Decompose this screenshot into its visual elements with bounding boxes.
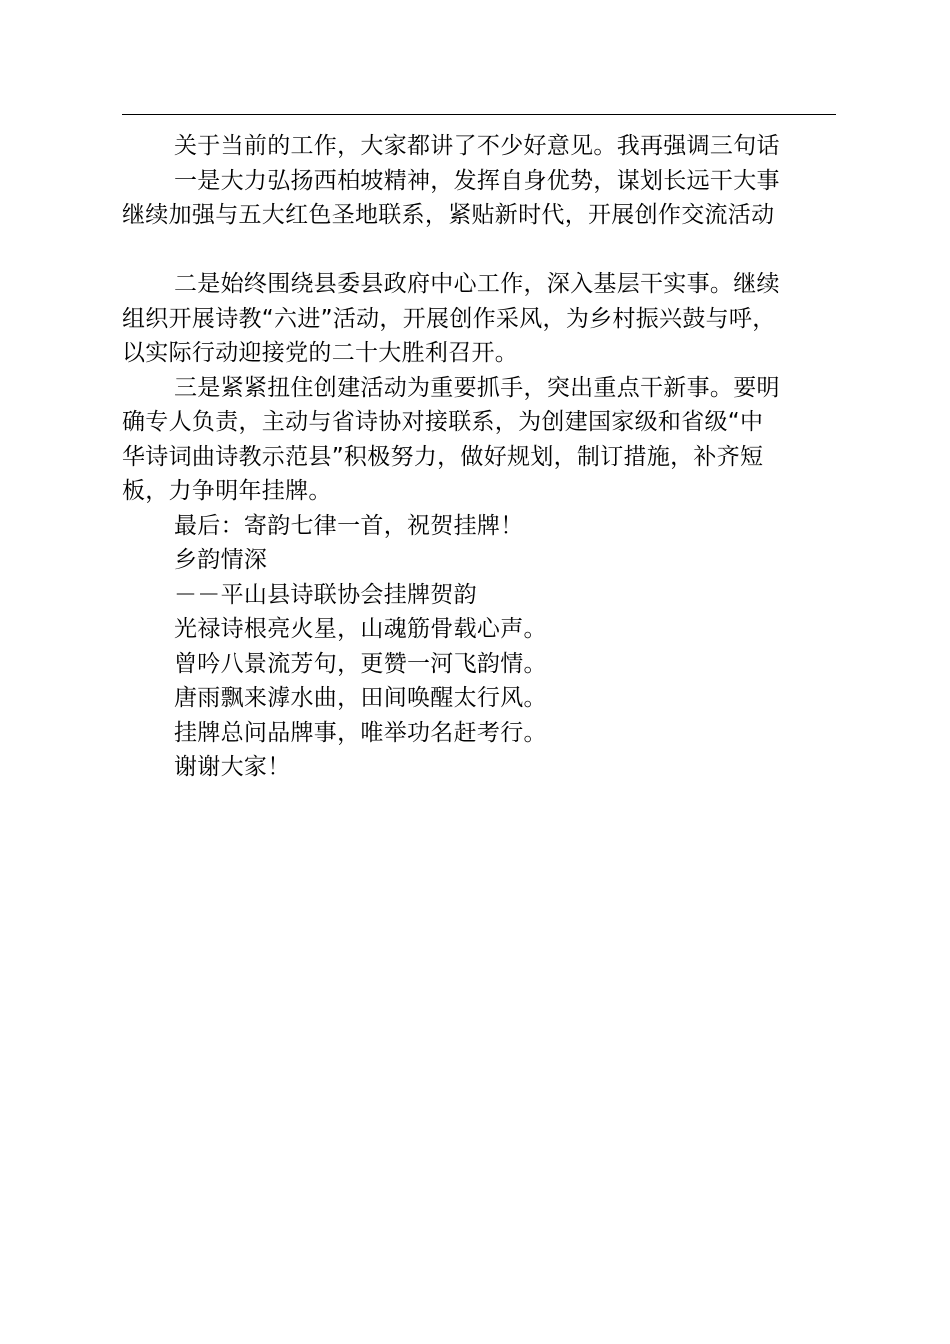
poem-verse-3: 唐雨飘来滹水曲，田间唤醒太行风。 (174, 685, 547, 711)
thanks-line: 谢谢大家！ (174, 754, 291, 780)
blank-line (122, 233, 836, 268)
paragraph-intro: 关于当前的工作，大家都讲了不少好意见。我再强调三句话 (174, 133, 780, 159)
poem-verse-2: 曾吟八景流芳句，更赞一河飞韵情。 (174, 650, 547, 677)
document-body (122, 129, 836, 785)
point-two-line-2: 组织开展诗教“六进”活动，开展创作采风，为乡村振兴鼓与呼， (122, 305, 776, 332)
closing-line: 最后：寄韵七律一首，祝贺挂牌！ (174, 512, 524, 539)
poem-title: 乡韵情深 (174, 547, 268, 573)
point-three-line-1: 三是紧紧扭住创建活动为重要抓手，突出重点干新事。要明 (174, 374, 780, 401)
point-two-line-3: 以实际行动迎接党的二十大胜利召开。 (122, 340, 519, 366)
poem-verse-1: 光禄诗根亮火星，山魂筋骨载心声。 (174, 616, 547, 642)
point-one-line-2: 继续加强与五大红色圣地联系，紧贴新时代，开展创作交流活动 (122, 202, 775, 228)
point-one-line-1: 一是大力弘扬西柏坡精神，发挥自身优势，谋划长远干大事 (174, 167, 780, 194)
poem-subtitle: －－平山县诗联协会挂牌贺韵 (174, 581, 477, 608)
header-rule (122, 114, 836, 115)
point-three-line-4: 板，力争明年挂牌。 (122, 478, 332, 504)
point-two-line-1: 二是始终围绕县委县政府中心工作，深入基层干实事。继续 (174, 271, 780, 297)
poem-verse-4: 挂牌总问品牌事，唯举功名赶考行。 (174, 719, 547, 746)
point-three-line-2: 确专人负责，主动与省诗协对接联系，为创建国家级和省级“中 (122, 409, 764, 435)
point-three-line-3: 华诗词曲诗教示范县”积极努力，做好规划，制订措施，补齐短 (122, 443, 764, 470)
